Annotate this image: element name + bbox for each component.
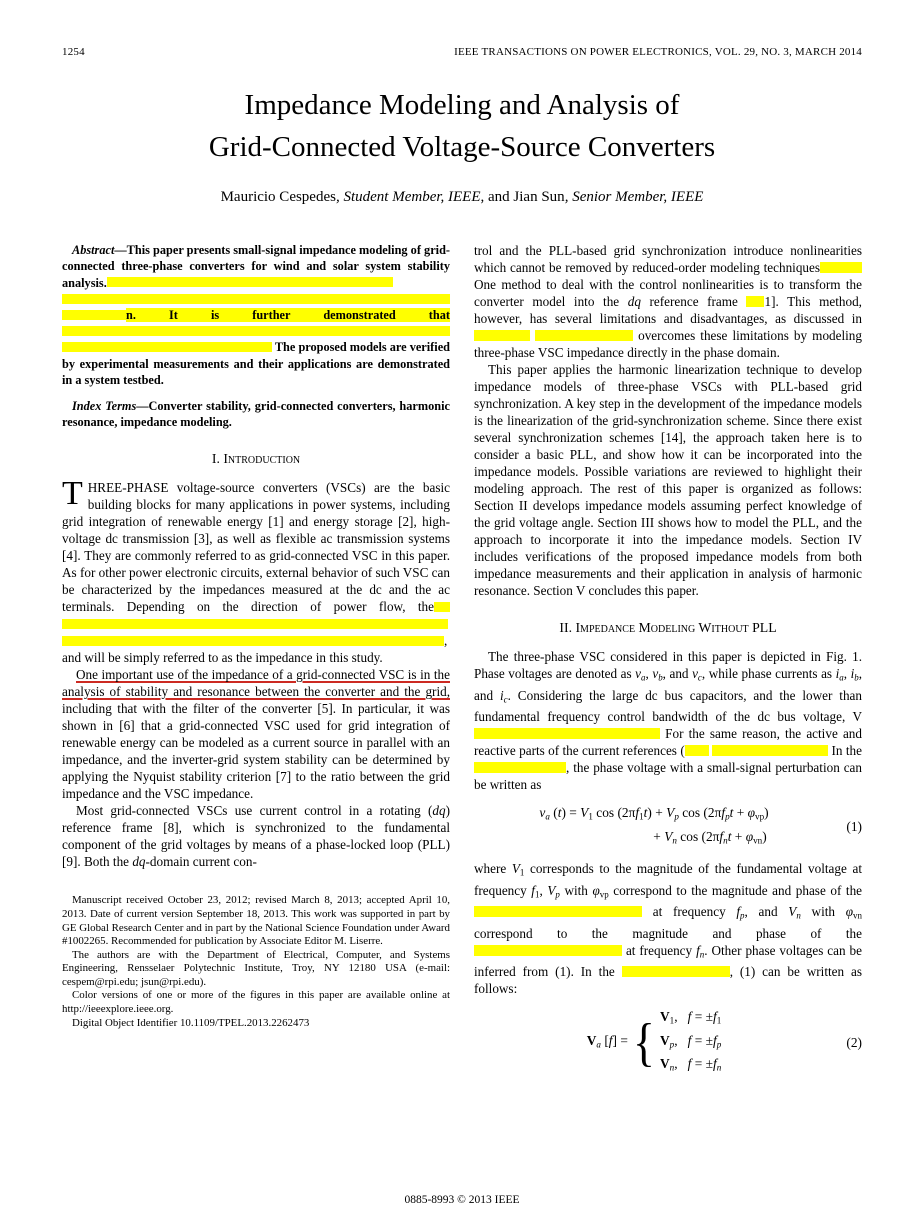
- footnote-color-versions: Color versions of one or more of the figures in this paper are available online at http://ieeexplore.ieee.org.: [62, 989, 450, 1016]
- index-terms: Index Terms—Converter stability, grid-connected converters, harmonic resonance, impedance modeling.: [62, 398, 450, 430]
- equation-2-cases: [660, 1007, 721, 1078]
- first-page-footnotes: [62, 894, 450, 1030]
- running-header: [62, 46, 862, 58]
- intro-paragraph-1-text: HREE-PHASE voltage-source converters (VSCs) are the basic building blocks for many applications in power systems, including grid integration of renewable energy [1] and energy storage [2], high-voltage dc transmission [3], as well as flexible ac transmission systems [4]. They are commonly referred to as grid-connected VSC in this paper. As for other power electronic circuits, external behavior of such VSC can be characterized by the impedances measured at the dc and the ac terminals. Depending on the direction of power flow, the, and will be simply referred to as the impedance in this study.: [62, 480, 450, 666]
- intro-paragraph-1: [62, 475, 450, 666]
- two-column-body: [62, 242, 862, 1088]
- section-1-heading: I. Introduction: [211, 451, 301, 467]
- intro-paragraph-2: One important use of the impedance of a grid-connected VSC is in the analysis of stability and resonance between the converter and the grid, including that with the filter of the converter [5]. In particular, it was shown in [6] that a grid-connected VSC used for grid integration of renewable energy can be modeled as a current source in parallel with an impedance, and the inverter-grid system stability can be determined by applying the Nyquist stability criterion [7] to the ratio between the grid impedance and the VSC impedance.: [62, 667, 450, 802]
- section-2-paragraph-1: The three-phase VSC considered in this paper is depicted in Fig. 1. Phase voltages are denoted as $v_a$, $v_b$, and $v_c$, while phase currents as $i_a$, $i_b$, and $i_c$. Considering the large dc bus capacitors, and the lower than fundamental frequency control bandwidth of the dc bus voltage, V For the same reason, the active and reactive parts of the current references ( In the , the phase voltage with a small-signal perturbation can be written as: [474, 649, 863, 793]
- equation-1-line-1: $v_a$ $(t) = V_1$ $\cos (2\pi f_1t) + V_p$ $\cos (2\pi f_pt + \varphi_{vp})$: [539, 805, 769, 822]
- section-2-heading: II. Impedance Modeling Without PLL: [559, 620, 777, 636]
- drop-cap: T: [62, 475, 83, 513]
- abstract-paragraph: Abstract—This paper presents small-signal impedance modeling of grid-connected three-phase converters for wind and solar system stability analysis.n. It is further demonstrated that The proposed models are verified by experimental measurements and their applications are demonstrated in a system testbed.: [62, 243, 450, 387]
- equation-2-case-2: $V_p$, $f = \pm f_p$: [659, 1032, 722, 1050]
- equation-1-number: (1): [846, 819, 862, 835]
- equation-1-body: [474, 803, 834, 850]
- equation-2: [474, 1007, 862, 1078]
- page-number: 1254: [62, 46, 85, 58]
- right-column: [474, 242, 862, 1088]
- paper-overview-paragraph: This paper applies the harmonic linearization technique to develop impedance models of three-phase VSCs with PLL-based grid synchronization. A key step in the development of the impedance models is the linearization of the grid-synchronization scheme. Since there exist several synchronization schemes [14], the approach taken here is to consider a basic PLL, and show how it can be incorporated into the impedance models. Possible variations are reviewed to highlight their modeling approach. The rest of this paper is organized as follows: Section II develops impedance models assuming perfect knowledge of the grid voltage angle. Section III shows how to model the PLL, and the approach to incorporate it into the impedance models. Section IV includes verifications of the proposed impedance models from both impedance measurements and their application in analysis of harmonic resonance. Section V concludes this paper.: [474, 362, 862, 599]
- equation-2-lhs: $V_a$ [f] =: [586, 1032, 628, 1050]
- equation-1: [474, 803, 862, 850]
- equation-2-case-3: $V_n$, $f = \pm f_n$: [659, 1056, 722, 1073]
- left-column: [62, 242, 450, 1088]
- authors-line: Mauricio Cespedes, Student Member, IEEE, and Jian Sun, Senior Member, IEEE: [220, 189, 704, 206]
- footnote-doi: Digital Object Identifier 10.1109/TPEL.2013.2262473: [72, 1016, 310, 1029]
- copyright-footer: 0885-8993 © 2013 IEEE: [404, 1194, 520, 1206]
- paper-title-line-1: Impedance Modeling and Analysis of: [244, 89, 680, 121]
- where-paragraph: where $V_1$ corresponds to the magnitude of the fundamental voltage at frequency $f_1$, $V_p$ with $\varphi_{vp}$ correspond to the magnitude and phase of the at frequency $f_p$, and $V_n$ with $\varphi_{vn}$ correspond to the magnitude and phase of the at frequency $f_n$. Other phase voltages can be inferred from (1). In the , (1) can be written as follows:: [474, 861, 863, 997]
- equation-2-number: (2): [846, 1035, 862, 1050]
- paper-title: [62, 84, 862, 168]
- footnote-affiliation: The authors are with the Department of Electrical, Computer, and Systems Engineering, Rensselaer Polytechnic Institute, Troy, NY 12180 USA (e-mail: cespem@rpi.edu; jsun@rpi.edu).: [62, 948, 450, 988]
- intro-paragraph-3: Most grid-connected VSCs use current control in a rotating (dq) reference frame [8], which is synchronized to the fundamental component of the grid voltages by means of a phase-locked loop (PLL) [9]. Both the dq-domain current con-: [62, 803, 450, 870]
- continuation-paragraph: trol and the PLL-based grid synchronization introduce nonlinearities which cannot be removed by reduced-order modeling techniques One method to deal with the control nonlinearities is to transform the converter model into the dq reference frame 1]. This method, however, has several limitations and disadvantages, as discussed in overcomes these limitations by modeling three-phase VSC impedance directly in the phase domain.: [474, 243, 862, 361]
- paper-title-line-2: Grid-Connected Voltage-Source Converters: [208, 131, 716, 164]
- footnote-manuscript: Manuscript received October 23, 2012; revised March 8, 2013; accepted April 10, 2013. Date of current version September 18, 2013. This work was supported in part by GE Global Research Center and in part by the National Science Foundation under Award #1002265. Recommended for publication by Associate Editor M. Liserre.: [62, 894, 450, 948]
- cases-brace: {: [632, 1012, 655, 1072]
- equation-2-body: [474, 1007, 834, 1078]
- equation-2-case-1: $V_1$, $f = \pm f_1$: [659, 1009, 722, 1026]
- equation-1-line-2: + $V_n$ $\cos (2\pi f_nt + \varphi_{vn})$: [653, 828, 767, 846]
- journal-title: IEEE TRANSACTIONS ON POWER ELECTRONICS, VOL. 29, NO. 3, MARCH 2014: [454, 46, 862, 58]
